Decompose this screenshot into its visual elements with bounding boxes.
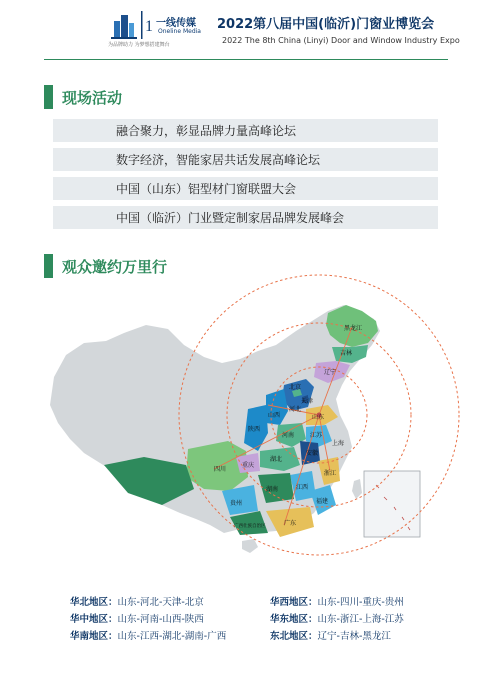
heading-accent-bar xyxy=(44,85,53,109)
regions-legend-right xyxy=(270,594,404,645)
south-sea-inset xyxy=(364,471,420,537)
heading-accent-bar xyxy=(44,254,53,278)
brand-logo xyxy=(108,9,220,51)
region-row xyxy=(270,628,404,645)
region-value: 山东-江西-湖北-湖南-广西 xyxy=(117,631,227,642)
label-guangdong: 广东 xyxy=(284,521,297,527)
label-henan: 河南 xyxy=(282,433,295,439)
region-row xyxy=(270,611,404,628)
activity-label: 数字经济，智能家居共话发展高峰论坛 xyxy=(116,153,321,167)
activity-label: 中国（山东）铝型材门窗联盟大会 xyxy=(116,182,297,196)
region-row xyxy=(70,611,226,628)
activity-item xyxy=(53,148,438,171)
label-tianjin: 天津 xyxy=(301,399,314,405)
label-sichuan: 四川 xyxy=(214,467,227,473)
region-label: 东北地区： xyxy=(270,631,318,642)
taiwan-island xyxy=(352,479,362,499)
logo-english: Oneline Media xyxy=(158,28,201,35)
label-shaanxi: 陕西 xyxy=(248,427,261,433)
label-guangxi: 广西壮族自治区 xyxy=(234,523,266,528)
region-label: 华南地区： xyxy=(70,631,118,642)
label-jilin: 吉林 xyxy=(340,351,353,357)
hainan-island xyxy=(242,539,258,553)
activity-label: 中国（临沂）门业暨定制家居品牌发展峰会 xyxy=(116,211,345,225)
label-hunan: 湖南 xyxy=(266,487,279,493)
regions-legend-left xyxy=(70,594,226,645)
audience-title: 观众邀约万里行 xyxy=(62,257,168,276)
header-divider xyxy=(44,59,448,60)
activity-list xyxy=(53,119,438,235)
label-beijing: 北京 xyxy=(289,385,302,391)
region-row xyxy=(270,594,404,611)
region-label: 华北地区： xyxy=(70,597,118,608)
label-shanxi: 山西 xyxy=(268,413,281,419)
china-route-map xyxy=(44,285,448,575)
activity-label: 融合聚力，彰显品牌力量高峰论坛 xyxy=(116,124,297,138)
region-row xyxy=(70,594,226,611)
label-hebei: 河北 xyxy=(289,407,302,413)
logo-name: 一线传媒 xyxy=(156,18,196,29)
region-value: 山东-河北-天津-北京 xyxy=(117,597,204,608)
label-jiangsu: 江苏 xyxy=(310,433,323,439)
label-fujian: 福建 xyxy=(316,499,329,505)
label-shanghai: 上海 xyxy=(332,441,345,447)
activity-item xyxy=(53,206,438,229)
expo-title: 2022第八届中国(临沂)门窗业博览会 xyxy=(217,17,435,32)
label-chongqing: 重庆 xyxy=(242,463,255,469)
activities-heading xyxy=(44,85,122,109)
region-value: 山东-浙江-上海-江苏 xyxy=(317,614,404,625)
activities-title: 现场活动 xyxy=(62,88,123,107)
label-guizhou: 贵州 xyxy=(230,501,243,507)
activity-item xyxy=(53,119,438,142)
region-row xyxy=(70,628,226,645)
activity-item xyxy=(53,177,438,200)
region-value: 山东-四川-重庆-贵州 xyxy=(317,597,404,608)
page-header xyxy=(0,0,492,62)
label-liaoning: 辽宁 xyxy=(324,370,337,376)
expo-subtitle: 2022 The 8th China (Linyi) Door and Window Industry Expo xyxy=(222,36,460,45)
label-jiangxi: 江西 xyxy=(296,485,309,491)
region-value: 辽宁-吉林-黑龙江 xyxy=(317,631,391,642)
building-logo-icon xyxy=(108,9,152,41)
region-label: 华东地区： xyxy=(270,614,318,625)
audience-heading xyxy=(44,254,167,278)
label-zhejiang: 浙江 xyxy=(324,471,337,477)
region-label: 华中地区： xyxy=(70,614,118,625)
svg-text:1: 1 xyxy=(145,18,153,35)
label-hubei: 湖北 xyxy=(270,457,283,463)
region-label: 华西地区： xyxy=(270,597,318,608)
label-heilongjiang: 黑龙江 xyxy=(344,326,363,332)
label-shandong: 山东 xyxy=(312,415,325,421)
region-value: 山东-河南-山西-陕西 xyxy=(117,614,204,625)
logo-slogan: 为品牌助力 为梦想搭建舞台 xyxy=(108,42,170,48)
label-anhui: 安徽 xyxy=(306,451,319,457)
